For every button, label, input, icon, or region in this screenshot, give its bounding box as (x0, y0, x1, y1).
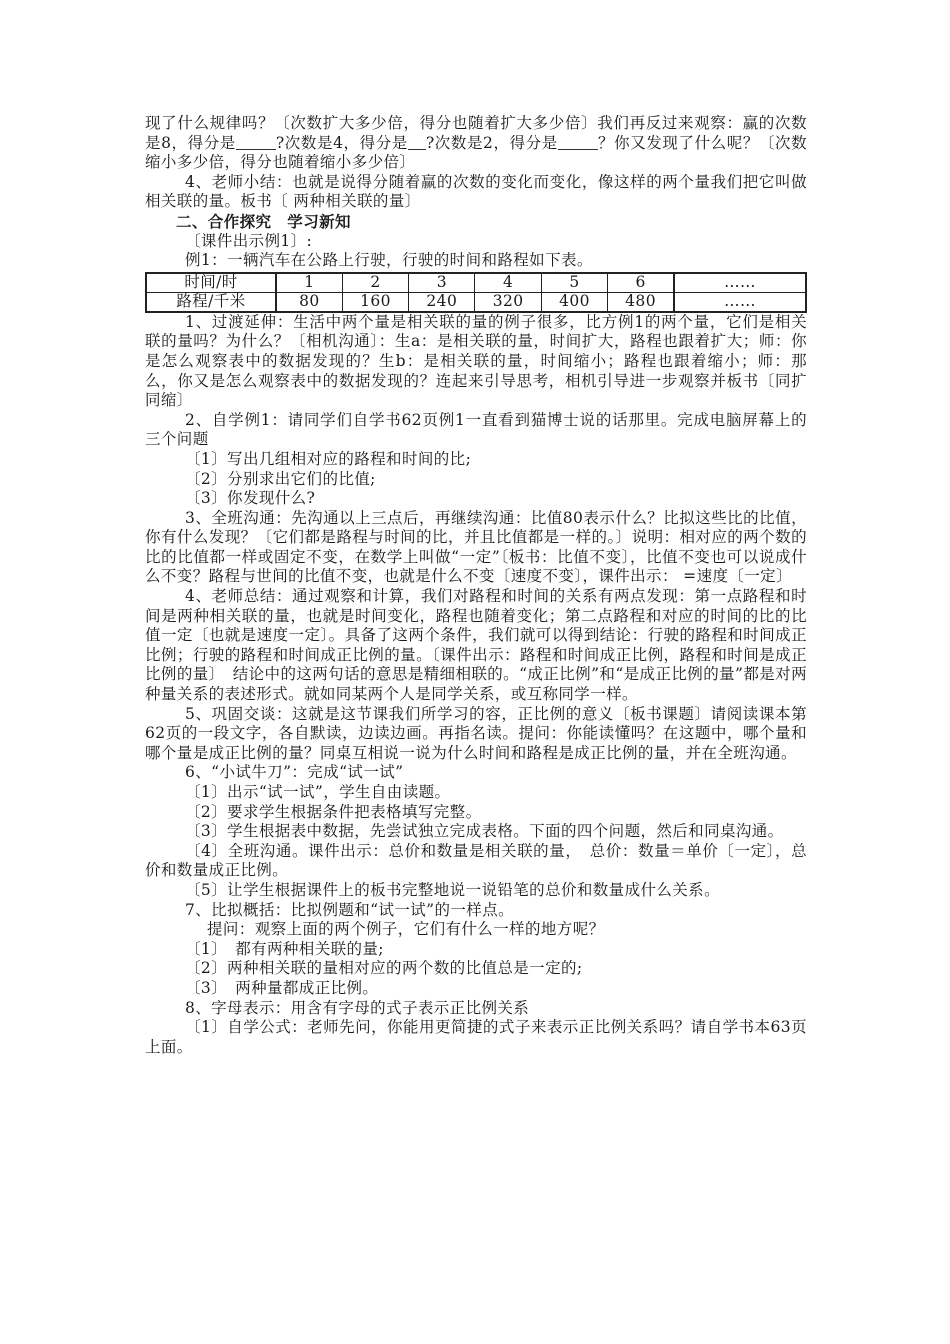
table-cell: 240 (409, 292, 475, 312)
answer-blank (236, 135, 276, 150)
courseware-note: 〔课件出示例1〕: (185, 231, 313, 250)
comparison-question: 提问：观察上面的两个例子，它们有什么一样的地方呢？ (207, 920, 605, 939)
paragraph-teacher-conclusion: 4、老师总结：通过观察和计算，我们对路程和时间的关系有两点发现：第一点路程和时间是两种相关联的量，也就是时间变化，路程也随着变化；第二点路程和对应的时间的比的比值一定〔也就是速度一定〕。具备了这两个条件，我们就可以得到结论：行驶的路程和时间成正比例；行驶的路程和时间成正比例的量。〔课件出示：路程和时间成正比例，路程和时间是成正比例的量〕 结论中的这两句话的意思是精细相联的。“成正比例”和“是成正比例的量”都是对两种量关系的表述形式。就如同某两个人是同学关系，或互称同学一样。 (145, 587, 807, 704)
example-statement: 例1：一辆汽车在公路上行驶，行驶的时间和路程如下表。 (185, 251, 593, 270)
intro-text-2: ?次数是4，得分是 (275, 133, 408, 152)
table-header-distance: 路程/千米 (146, 292, 276, 312)
table-cell: 160 (342, 292, 408, 312)
table-row (146, 292, 806, 312)
try-item: 〔2〕要求学生根据条件把表格填写完整。 (185, 802, 482, 821)
table-cell-ellipsis: …… (674, 273, 806, 293)
paragraph-class-discussion: 3、全班沟通：先沟通以上三点后，再继续沟通：比值80表示什么？比拟这些比的比值，你有什么发现？〔它们都是路程与时间的比，并且比值都是一样的。〕说明：相对应的两个数的比的比值都一样或固定不变，在数学上叫做“一定”〔板书：比值不变〕，比值不变也可以说成什么不变？路程与世间的比值不变，也就是什么不变〔速度不变〕，课件出示： =速度〔一定〕 (145, 508, 807, 586)
table-cell: 1 (276, 273, 342, 293)
paragraph-self-study: 2、自学例1：请同学们自学书62页例1一直看到猫博士说的话那里。完成电脑屏幕上的三个问题 (145, 410, 807, 449)
answer-blank (408, 135, 426, 150)
answer-blank (558, 135, 598, 150)
table-cell: 6 (608, 273, 674, 293)
intro-text-4: ？你又发现了什么呢？〔次数缩小多少倍，得分也随着缩小多少倍〕 (145, 133, 807, 172)
table-row (146, 273, 806, 293)
table-cell: 80 (276, 292, 342, 312)
try-item: 〔5〕让学生根据课件上的板书完整地说一说铅笔的总价和数量成什么关系。 (185, 880, 720, 899)
try-item: 〔4〕全班沟通。课件出示：总价和数量是相关联的量， 总价：数量＝单价〔一定〕，总价和数量成正比例。 (145, 841, 807, 880)
document-page (145, 114, 807, 1057)
table-cell: 5 (541, 273, 607, 293)
table-cell: 4 (475, 273, 541, 293)
table-header-time: 时间/时 (146, 273, 276, 293)
question-item: 〔1〕写出几组相对应的路程和时间的比; (185, 449, 472, 468)
question-item: 〔2〕分别求出它们的比值; (185, 469, 376, 488)
paragraph-transition: 1、过渡延伸：生活中两个量是相关联的量的例子很多，比方例1的两个量，它们是相关联的量吗？为什么？〔相机沟通〕：生a：是相关联的量，时间扩大，路程也跟着扩大；师：你是怎么观察表中的数据发现的？生b：是相关联的量，时间缩小；路程也跟着缩小；师：那么，你又是怎么观察表中的数据发现的？连起来引导思考，相机引导进一步观察并板书〔同扩同缩〕 (145, 312, 807, 410)
common-point: 〔3〕 两种量都成正比例。 (185, 978, 379, 997)
paragraph-letter-notation: 8、字母表示：用含有字母的式子表示正比例关系 (185, 998, 530, 1017)
table-cell: 320 (475, 292, 541, 312)
section-heading: 二、合作探究 学习新知 (176, 211, 351, 231)
table-cell: 3 (409, 273, 475, 293)
common-point: 〔2〕两种相关联的量相对应的两个数的比值总是一定的; (185, 959, 583, 978)
intro-text-1: 现了什么规律吗？〔次数扩大多少倍，得分也随着扩大多少倍〕我们再反过来观察：赢的次数是8，得分是 (145, 114, 807, 152)
question-item: 〔3〕你发现什么? (185, 489, 316, 508)
try-item: 〔3〕学生根据表中数据，先尝试独立完成表格。下面的四个问题，然后和同桌沟通。 (185, 822, 784, 841)
intro-text-3: ?次数是2，得分是 (425, 133, 558, 152)
try-item: 〔1〕出示“试一试”，学生自由读题。 (185, 783, 451, 801)
time-distance-table (145, 272, 807, 313)
paragraph-consolidation: 5、巩固交谈：这就是这节课我们所学习的容，正比例的意义〔板书课题〕请阅读课本第62页的一段文字，各自默读，边读边画。再指名读。提问：你能读懂吗？在这题中，哪个量和哪个量是成正比例的量？同桌互相说一说为什么时间和路程是成正比例的量，并在全班沟通。 (145, 704, 807, 762)
table-cell-ellipsis: …… (674, 292, 806, 312)
common-point: 〔1〕 都有两种相关联的量; (185, 939, 384, 958)
teacher-summary: 4、老师小结：也就是说得分随着赢的次数的变化而变化，像这样的两个量我们把它叫做相关联的量。板书〔 两种相关联的量〕 (145, 172, 807, 211)
table-cell: 2 (342, 273, 408, 293)
paragraph-try-it: 6、“小试牛刀”：完成“试一试” (185, 763, 404, 782)
intro-paragraph (145, 114, 807, 173)
table-cell: 400 (541, 292, 607, 312)
table-cell: 480 (608, 292, 674, 312)
paragraph-comparison: 7、比拟概括：比拟例题和“试一试”的一样点。 (185, 900, 515, 919)
self-study-formula: 〔1〕自学公式：老师先问，你能用更简捷的式子来表示正比例关系吗？请自学书本63页上面。 (145, 1018, 807, 1056)
